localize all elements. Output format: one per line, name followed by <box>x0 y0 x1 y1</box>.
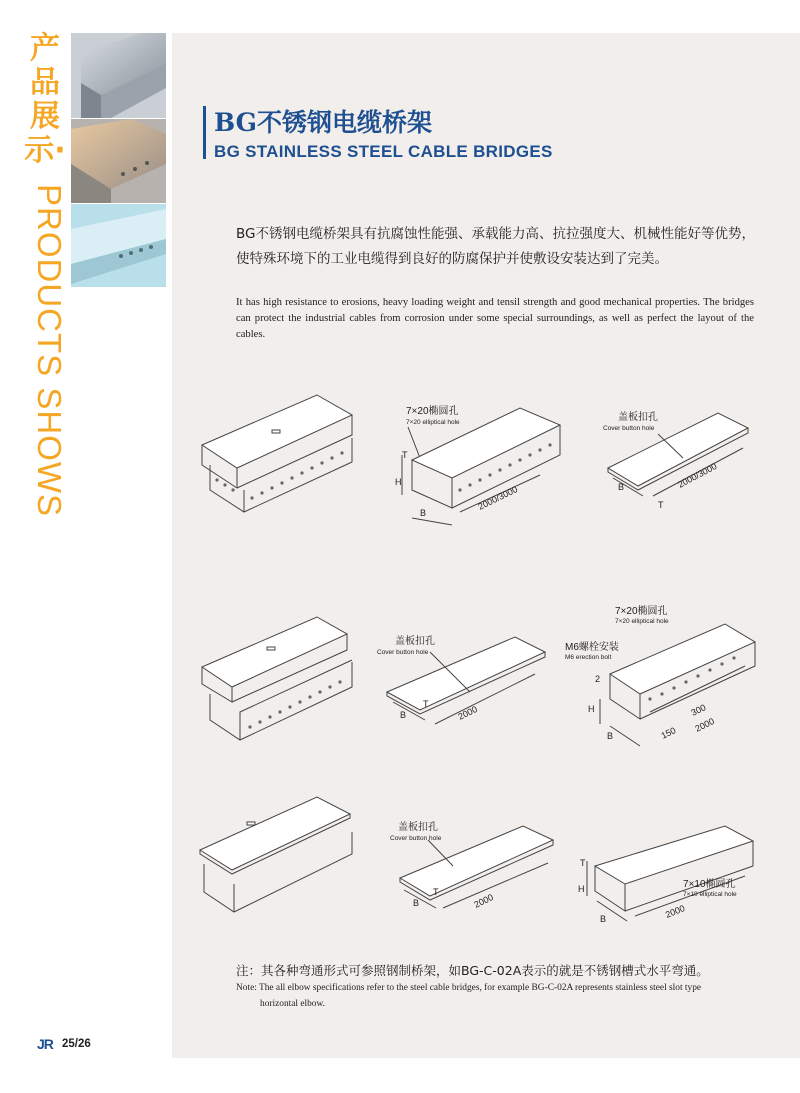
label-hole-7x20-en: 7×20 elliptical hole <box>406 419 460 426</box>
label-cover-hole-en: Cover button hole <box>603 425 655 432</box>
label-cover-hole-en-3: Cover button hole <box>390 835 442 842</box>
tray-solid-dimension-drawing <box>575 826 755 926</box>
dim-300: 300 <box>689 702 708 718</box>
sidebar-title-en-wrap <box>22 184 68 518</box>
page-title-cn: BG不锈钢电缆桥架 <box>214 108 432 137</box>
dim-B-6: B <box>600 914 607 924</box>
product-photo-1 <box>71 33 166 118</box>
label-hole-7x10-en: 7×10 elliptical hole <box>683 891 737 898</box>
note-en <box>236 980 736 1012</box>
label-bolt-cn: M6螺栓安装 <box>565 642 619 653</box>
note-en-line1: Note: The all elbow specifications refer to the steel cable bridges, for example BG-C-02A represents stainless steel slot type <box>236 983 702 993</box>
tray-ladder-with-cover-3d <box>192 612 360 747</box>
dim-2: 2 <box>595 674 601 684</box>
dim-length-3: 2000 <box>456 704 479 722</box>
dim-length: 2000/3000 <box>476 484 520 512</box>
dim-length-2: 2000/3000 <box>676 460 719 490</box>
cover-plate-drawing-1 <box>598 408 758 513</box>
dim-B-5: B <box>413 898 420 908</box>
sidebar-title-en: PRODUCTS SHOWS <box>31 184 68 518</box>
label-bolt-en: M6 erection bolt <box>565 654 612 661</box>
label-cover-hole-en-2: Cover button hole <box>377 649 429 656</box>
label-hole-7x20-en-2: 7×20 elliptical hole <box>615 618 669 625</box>
dim-T: T <box>402 450 408 460</box>
dim-H-3: H <box>578 884 585 894</box>
label-cover-hole-cn-2: 盖板扣孔 <box>395 636 435 647</box>
label-hole-7x20-cn-2: 7×20椭圆孔 <box>615 606 668 617</box>
dim-T-3: T <box>423 699 429 709</box>
title-accent-bar <box>203 106 206 159</box>
sidebar-title-cn: 产品展示· <box>24 31 66 168</box>
label-cover-hole-cn: 盖板扣孔 <box>618 412 658 423</box>
dim-B: B <box>420 508 427 518</box>
label-hole-7x10-cn: 7×10椭圆孔 <box>683 879 736 890</box>
dim-length-5: 2000 <box>472 892 495 910</box>
cover-plate-drawing-2 <box>375 632 555 737</box>
dim-T-2: T <box>658 500 664 510</box>
label-hole-7x20-cn: 7×20椭圆孔 <box>406 406 459 417</box>
dim-H-2: H <box>588 704 595 714</box>
product-photo-3 <box>71 204 166 287</box>
dim-B-2: B <box>618 482 625 492</box>
tray-ladder-dimension-drawing <box>565 604 770 749</box>
dim-length-4: 2000 <box>693 716 716 734</box>
description-cn: BG不锈钢电缆桥架具有抗腐蚀性能强、承载能力高、抗拉强度大、机械性能好等优势，使特殊环境下的工业电缆得到良好的防腐保护并使敷设安装达到了完美。 <box>236 226 755 267</box>
tray-perforated-with-cover-3d <box>192 390 360 515</box>
page-title-en: BG STAINLESS STEEL CABLE BRIDGES <box>214 142 553 161</box>
dim-T-5: T <box>433 887 439 897</box>
label-cover-hole-cn-3: 盖板扣孔 <box>398 822 438 833</box>
page-number: 25/26 <box>62 1038 91 1050</box>
tray-perforated-dimension-drawing <box>390 400 570 525</box>
tray-solid-with-cover-3d <box>192 792 360 922</box>
cover-plate-drawing-3 <box>388 818 558 918</box>
dim-H: H <box>395 477 402 487</box>
note-cn: 注：其各种弯通形式可参照钢制桥架，如BG-C-02A表示的就是不锈钢槽式水平弯通。 <box>236 963 709 978</box>
dim-B-3: B <box>400 710 407 720</box>
brand-logo: JR <box>37 1036 53 1052</box>
dim-length-6: 2000 <box>664 903 687 920</box>
product-photo-2 <box>71 119 166 203</box>
dim-T-6: T <box>580 858 586 868</box>
dim-150: 150 <box>659 725 678 741</box>
dim-B-4: B <box>607 731 614 741</box>
note-en-line2: horizontal elbow. <box>260 999 325 1009</box>
description-en: It has high resistance to erosions, heavy loading weight and tensil strength and good mechanical properties. The bridges can protect the industrial cables from corrosion under some special surroundings, as well as perfect the layout of the cables. <box>236 297 754 340</box>
